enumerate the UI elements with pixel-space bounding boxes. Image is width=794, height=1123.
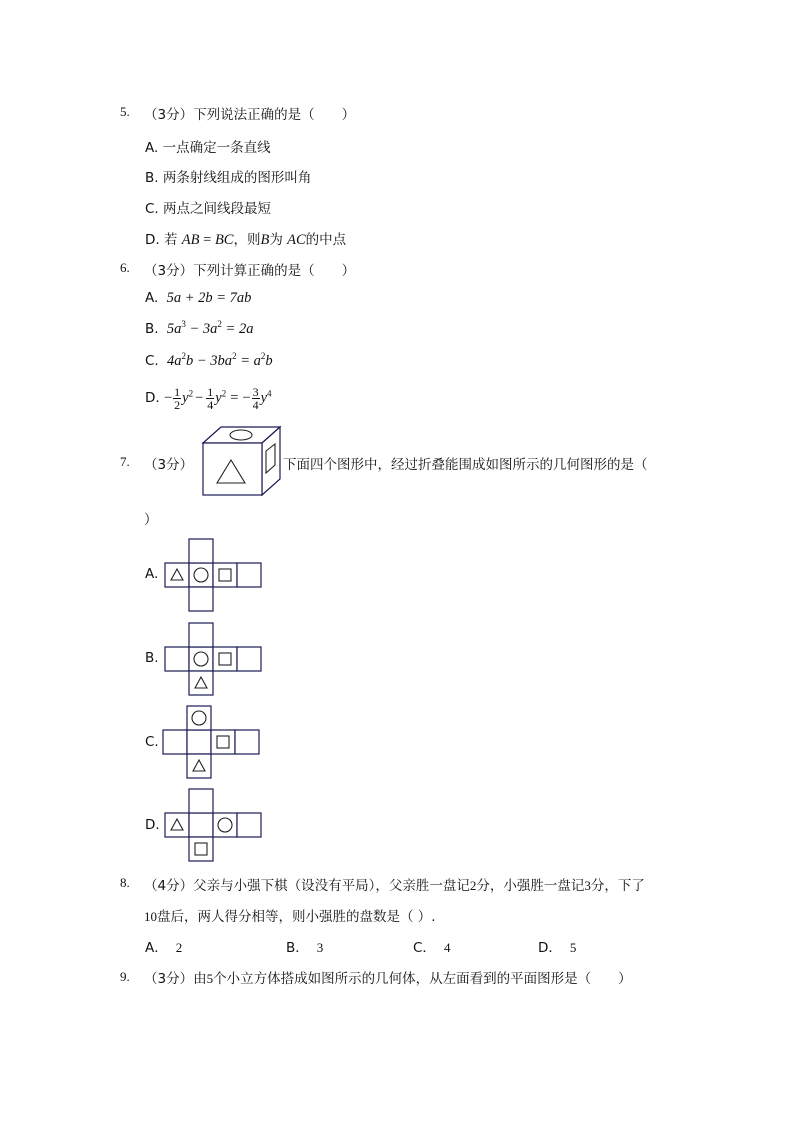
fraction-numerator: 3: [252, 384, 259, 399]
q7-option-c-net[interactable]: [162, 705, 262, 780]
q6-option-b[interactable]: [145, 321, 253, 338]
q7-option-c-label[interactable]: C.: [145, 734, 159, 750]
q9-text: 个小立方体搭成如图所示的几何体，从左面看到的平面图形是（ ）: [213, 971, 632, 987]
option-text: 的中点: [305, 232, 347, 248]
math-var: y: [215, 390, 222, 406]
q8-option-d[interactable]: [538, 936, 576, 956]
option-math: [167, 321, 254, 337]
option-value: 5: [569, 940, 577, 955]
q8-number-value: 10: [144, 909, 157, 924]
option-value: 2: [175, 940, 183, 955]
q5-option-c[interactable]: [145, 197, 271, 217]
q5-option-a[interactable]: [145, 136, 271, 156]
q8-number-value: 3: [584, 878, 591, 893]
q8-option-c[interactable]: [413, 936, 450, 956]
q9-number-value: 5: [206, 971, 214, 986]
q7-option-b-net[interactable]: [164, 622, 264, 697]
q5-stem-text: 下列说法正确的是（ ）: [193, 107, 356, 123]
q7-option-a-net[interactable]: [164, 538, 264, 613]
fraction-numerator: 1: [207, 384, 214, 399]
q6-option-d[interactable]: [145, 380, 272, 416]
math-minus: −: [242, 390, 251, 406]
math-exponent: 2: [260, 351, 266, 362]
fraction-denominator: 2: [174, 397, 181, 412]
math-bc: BC: [214, 232, 234, 248]
option-letter: D．: [538, 940, 562, 956]
q8-score: （4分）: [144, 878, 194, 894]
math-var: y: [260, 390, 268, 406]
q8-line-2: [144, 905, 436, 925]
option-value: 4: [443, 940, 451, 955]
math-exponent: 4: [267, 388, 272, 399]
fraction-denominator: 4: [252, 397, 259, 412]
q8-text: 父亲与小强下棋（设没有平局），父亲胜一盘记: [193, 878, 470, 894]
option-letter: A．: [145, 940, 168, 956]
q6-score: （3分）: [144, 263, 194, 279]
option-text: 两条射线组成的图形叫角: [162, 170, 312, 186]
q7-score: （3分）: [144, 457, 194, 473]
math-exponent: 2: [221, 388, 227, 399]
math-minus: −: [195, 390, 204, 406]
q8-number: 8.: [120, 875, 130, 890]
fraction-denominator: 4: [207, 397, 214, 412]
q7-option-a-label[interactable]: A.: [145, 566, 159, 582]
q8-text: 盘后，两人得分相等，则小强胜的盘数是（ ）.: [157, 909, 436, 925]
math-exponent: 2: [181, 351, 187, 362]
q6-stem-text: 下列计算正确的是（ ）: [193, 263, 356, 279]
math-term: 5a: [166, 321, 182, 337]
q7-option-b-label[interactable]: B.: [145, 650, 159, 666]
q9-text: 由: [193, 971, 207, 987]
math-term: = a: [236, 353, 261, 369]
q9-number: 9.: [120, 969, 130, 984]
math-fraction: [173, 386, 181, 411]
option-letter: B.: [145, 321, 159, 337]
q6-option-c[interactable]: [145, 353, 273, 370]
option-letter: C.: [145, 353, 159, 369]
option-letter: D.: [145, 232, 160, 248]
q7-option-d-label[interactable]: D.: [145, 817, 160, 833]
math-equals: =: [199, 232, 215, 248]
q5-option-d[interactable]: [145, 228, 346, 249]
q7-stem-text: 下面四个图形中，经过折叠能围成如图所示的几何图形的是（: [283, 457, 648, 473]
math-minus: −: [163, 390, 173, 406]
q7-stem-end: ）: [144, 512, 158, 528]
math-term: − 3a: [185, 321, 218, 337]
math-term: = 2a: [221, 321, 254, 337]
option-letter: C.: [145, 201, 159, 217]
q9-stem: [144, 967, 632, 987]
q5-number: 5.: [120, 104, 130, 119]
math-equals: =: [230, 390, 239, 406]
math-term: b: [265, 353, 273, 369]
q5-stem: [144, 103, 355, 123]
q5-score: （3分）: [144, 107, 194, 123]
option-math: 5a + 2b = 7ab: [166, 290, 252, 306]
option-text: 一点确定一条直线: [162, 140, 271, 156]
cube-outline: [203, 427, 280, 495]
math-ab: AB: [181, 232, 200, 248]
q6-number: 6.: [120, 260, 130, 275]
math-term: 4a: [167, 353, 182, 369]
q8-option-b[interactable]: [286, 936, 323, 956]
option-letter: D.: [145, 390, 160, 406]
q6-option-a[interactable]: [145, 290, 251, 307]
q6-stem: [144, 259, 355, 279]
option-letter: A.: [145, 290, 159, 306]
q8-text: 分，下了: [590, 878, 645, 894]
math-exponent: 2: [217, 319, 222, 330]
option-letter: A.: [145, 140, 159, 156]
q8-line-1: [144, 874, 645, 894]
option-letter: B．: [286, 940, 309, 956]
math-fraction: [252, 386, 260, 411]
math-exponent: 2: [232, 351, 237, 362]
q8-text: 分，小强胜一盘记: [476, 878, 585, 894]
q5-option-b[interactable]: [145, 166, 311, 186]
q9-score: （3分）: [144, 971, 194, 987]
option-text: 两点之间线段最短: [163, 201, 272, 217]
q8-option-a[interactable]: [145, 936, 182, 956]
math-b: B: [260, 232, 270, 248]
math-exponent: 3: [181, 319, 186, 330]
math-exponent: 2: [188, 388, 194, 399]
q7-option-d-net[interactable]: [164, 788, 264, 863]
option-letter: B.: [145, 170, 159, 186]
option-text: 若: [163, 232, 178, 248]
q7-number: 7.: [120, 454, 130, 469]
cube-figure: [201, 425, 283, 497]
option-letter: C．: [413, 940, 436, 956]
math-fraction: [206, 386, 214, 411]
option-text: 为: [269, 232, 283, 248]
math-term: b − 3ba: [186, 353, 233, 369]
option-math: [167, 353, 273, 369]
fraction-numerator: 1: [174, 384, 181, 399]
option-text: ，则: [233, 232, 261, 248]
math-ac: AC: [287, 232, 306, 248]
q8-number-value: 2: [469, 878, 477, 893]
option-value: 3: [316, 940, 324, 955]
math-var: y: [182, 390, 189, 406]
